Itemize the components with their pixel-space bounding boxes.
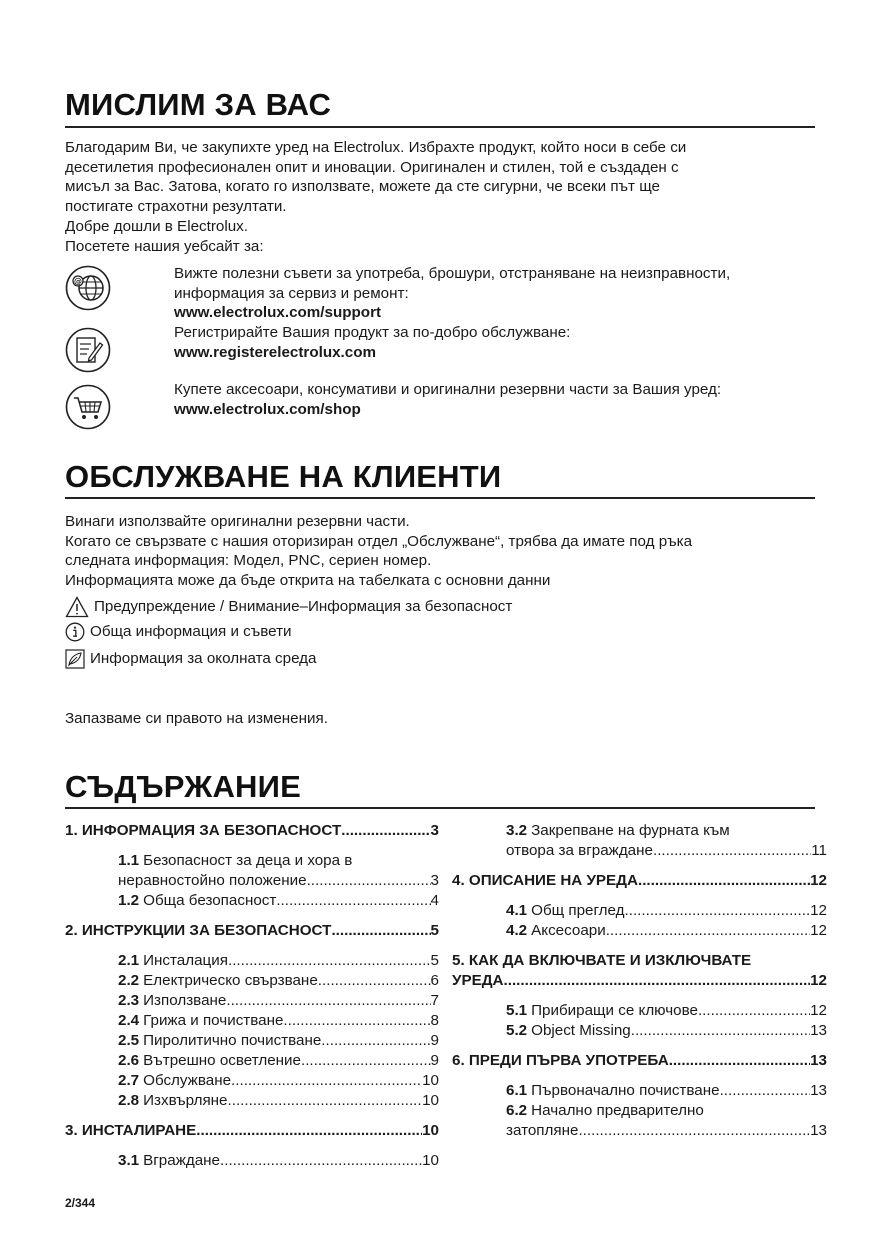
intro-paragraph xyxy=(65,138,686,256)
warning-triangle-icon xyxy=(65,596,89,618)
intro-line: Благодарим Ви, че закупихте уред на Electrolux. Избрахте продукт, който носи в себе си xyxy=(65,139,687,156)
toc-chapter-6[interactable]: 6. ПРЕДИ ПЪРВА УПОТРЕБА ..... 13 xyxy=(452,1051,827,1071)
symbol-text: Обща информация и съвети xyxy=(90,623,292,640)
symbol-text: Информация за околната среда xyxy=(90,650,317,667)
toc-entry-2-6[interactable]: 2.6 Вътрешно осветление ..... 9 xyxy=(118,1051,439,1071)
toc-right-column xyxy=(452,821,827,1141)
shop-link[interactable]: www.electrolux.com/shop xyxy=(174,400,361,418)
care-line: следната информация: Модел, PNC, сериен номер. xyxy=(65,552,432,570)
care-line: Информацията може да бъде открита на табелката с основни данни xyxy=(65,572,551,590)
toc-entry-1-1[interactable]: 1.1 Безопасност за деца и хора в неравностойно положение ..... 3 xyxy=(118,851,439,891)
environment-leaf-icon xyxy=(65,649,85,669)
symbol-text: Предупреждение / Внимание–Информация за безопасност xyxy=(94,598,513,615)
section-title-thinking-of-you: МИСЛИМ ЗА ВАС xyxy=(65,87,332,122)
toc-chapter-4[interactable]: 4. ОПИСАНИЕ НА УРЕДА ..... 12 xyxy=(452,871,827,891)
care-line: Винаги използвайте оригинални резервни части. xyxy=(65,513,410,530)
toc-left-column xyxy=(65,821,439,1171)
toc-entry-5-2[interactable]: 5.2 Object Missing ..... 13 xyxy=(506,1021,827,1041)
toc-entry-4-2[interactable]: 4.2 Аксесоари ..... 12 xyxy=(506,921,827,941)
toc-chapter-1[interactable]: 1. ИНФОРМАЦИЯ ЗА БЕЗОПАСНОСТ ..... 3 xyxy=(65,821,439,841)
toc-entry-2-5[interactable]: 2.5 Пиролитично почистване ..... 9 xyxy=(118,1031,439,1051)
care-paragraph xyxy=(65,512,692,591)
service-shop xyxy=(174,380,721,419)
reserve-rights: Запазваме си правото на изменения. xyxy=(65,710,328,727)
service-text: Регистрирайте Вашия продукт за по-добро обслужване: xyxy=(174,324,571,341)
toc-chapter-5[interactable]: 5. КАК ДА ВКЛЮЧВАТЕ И ИЗКЛЮЧВАТЕ УРЕДА ..... 12 xyxy=(452,951,827,991)
register-link[interactable]: www.registerelectrolux.com xyxy=(174,343,377,361)
toc-entry-2-1[interactable]: 2.1 Инсталация ..... 5 xyxy=(118,951,439,971)
toc-entry-3-1[interactable]: 3.1 Вграждане ..... 10 xyxy=(118,1151,439,1171)
toc-entry-5-1[interactable]: 5.1 Прибиращи се ключове ..... 12 xyxy=(506,1001,827,1021)
intro-line: постигате страхотни резултати. xyxy=(65,198,287,216)
intro-line: десетилетия професионален опит и иновации. Оригинален и стилен, той е създаден с xyxy=(65,158,679,176)
toc-entry-2-3[interactable]: 2.3 Използване ..... 7 xyxy=(118,991,439,1011)
toc-entry-6-1[interactable]: 6.1 Първоначално почистване ..... 13 xyxy=(506,1081,827,1101)
intro-line: Посетете нашия уебсайт за: xyxy=(65,237,264,255)
toc-chapter-2[interactable]: 2. ИНСТРУКЦИИ ЗА БЕЗОПАСНОСТ ..... 5 xyxy=(65,921,439,941)
symbol-info xyxy=(65,622,292,642)
service-text: информация за сервиз и ремонт: xyxy=(174,284,409,302)
toc-entry-2-2[interactable]: 2.2 Електрическо свързване ..... 6 xyxy=(118,971,439,991)
support-link[interactable]: www.electrolux.com/support xyxy=(174,304,382,322)
section-title-contents: СЪДЪРЖАНИЕ xyxy=(65,769,301,804)
section-title-customer-care: ОБСЛУЖВАНЕ НА КЛИЕНТИ xyxy=(65,459,502,494)
toc-entry-2-7[interactable]: 2.7 Обслужване ..... 10 xyxy=(118,1071,439,1091)
toc-entry-4-1[interactable]: 4.1 Общ преглед ..... 12 xyxy=(506,901,827,921)
intro-line: мисъл за Вас. Затова, когато го използвате, можете да сте сигурни, че всеки път ще xyxy=(65,178,660,196)
toc-entry-3-2[interactable]: 3.2 Закрепване на фурната към отвора за вграждане ..... 11 xyxy=(506,821,827,861)
service-support xyxy=(174,264,730,323)
toc-entry-2-4[interactable]: 2.4 Грижа и почистване ..... 8 xyxy=(118,1011,439,1031)
toc-entry-6-2[interactable]: 6.2 Начално предварително затопляне ..... 13 xyxy=(506,1101,827,1141)
care-line: Когато се свързвате с нашия оторизиран отдел „Обслужване“, трябва да имате под ръка xyxy=(65,532,693,550)
symbol-environment xyxy=(65,649,316,669)
register-note-icon xyxy=(65,327,111,373)
web-globe-icon xyxy=(65,265,111,311)
intro-line: Добре дошли в Electrolux. xyxy=(65,217,248,235)
toc-entry-1-2[interactable]: 1.2 Обща безопасност ..... 4 xyxy=(118,891,439,911)
service-text: Вижте полезни съвети за употреба, брошури, отстраняване на неизправности, xyxy=(174,265,731,282)
info-circle-icon xyxy=(65,622,85,642)
service-register xyxy=(174,323,570,362)
section-rule xyxy=(65,497,815,499)
svg-text:@: @ xyxy=(74,277,82,286)
toc-chapter-3[interactable]: 3. ИНСТАЛИРАНЕ ..... 10 xyxy=(65,1121,439,1141)
shopping-cart-icon xyxy=(65,384,111,430)
service-text: Купете аксесоари, консумативи и оригинални резервни части за Вашия уред: xyxy=(174,381,722,398)
symbol-warning xyxy=(65,596,512,618)
section-rule xyxy=(65,807,815,809)
toc-entry-2-8[interactable]: 2.8 Изхвърляне ..... 10 xyxy=(118,1091,439,1111)
section-rule xyxy=(65,126,815,128)
page-number: 2/344 xyxy=(65,1196,96,1210)
